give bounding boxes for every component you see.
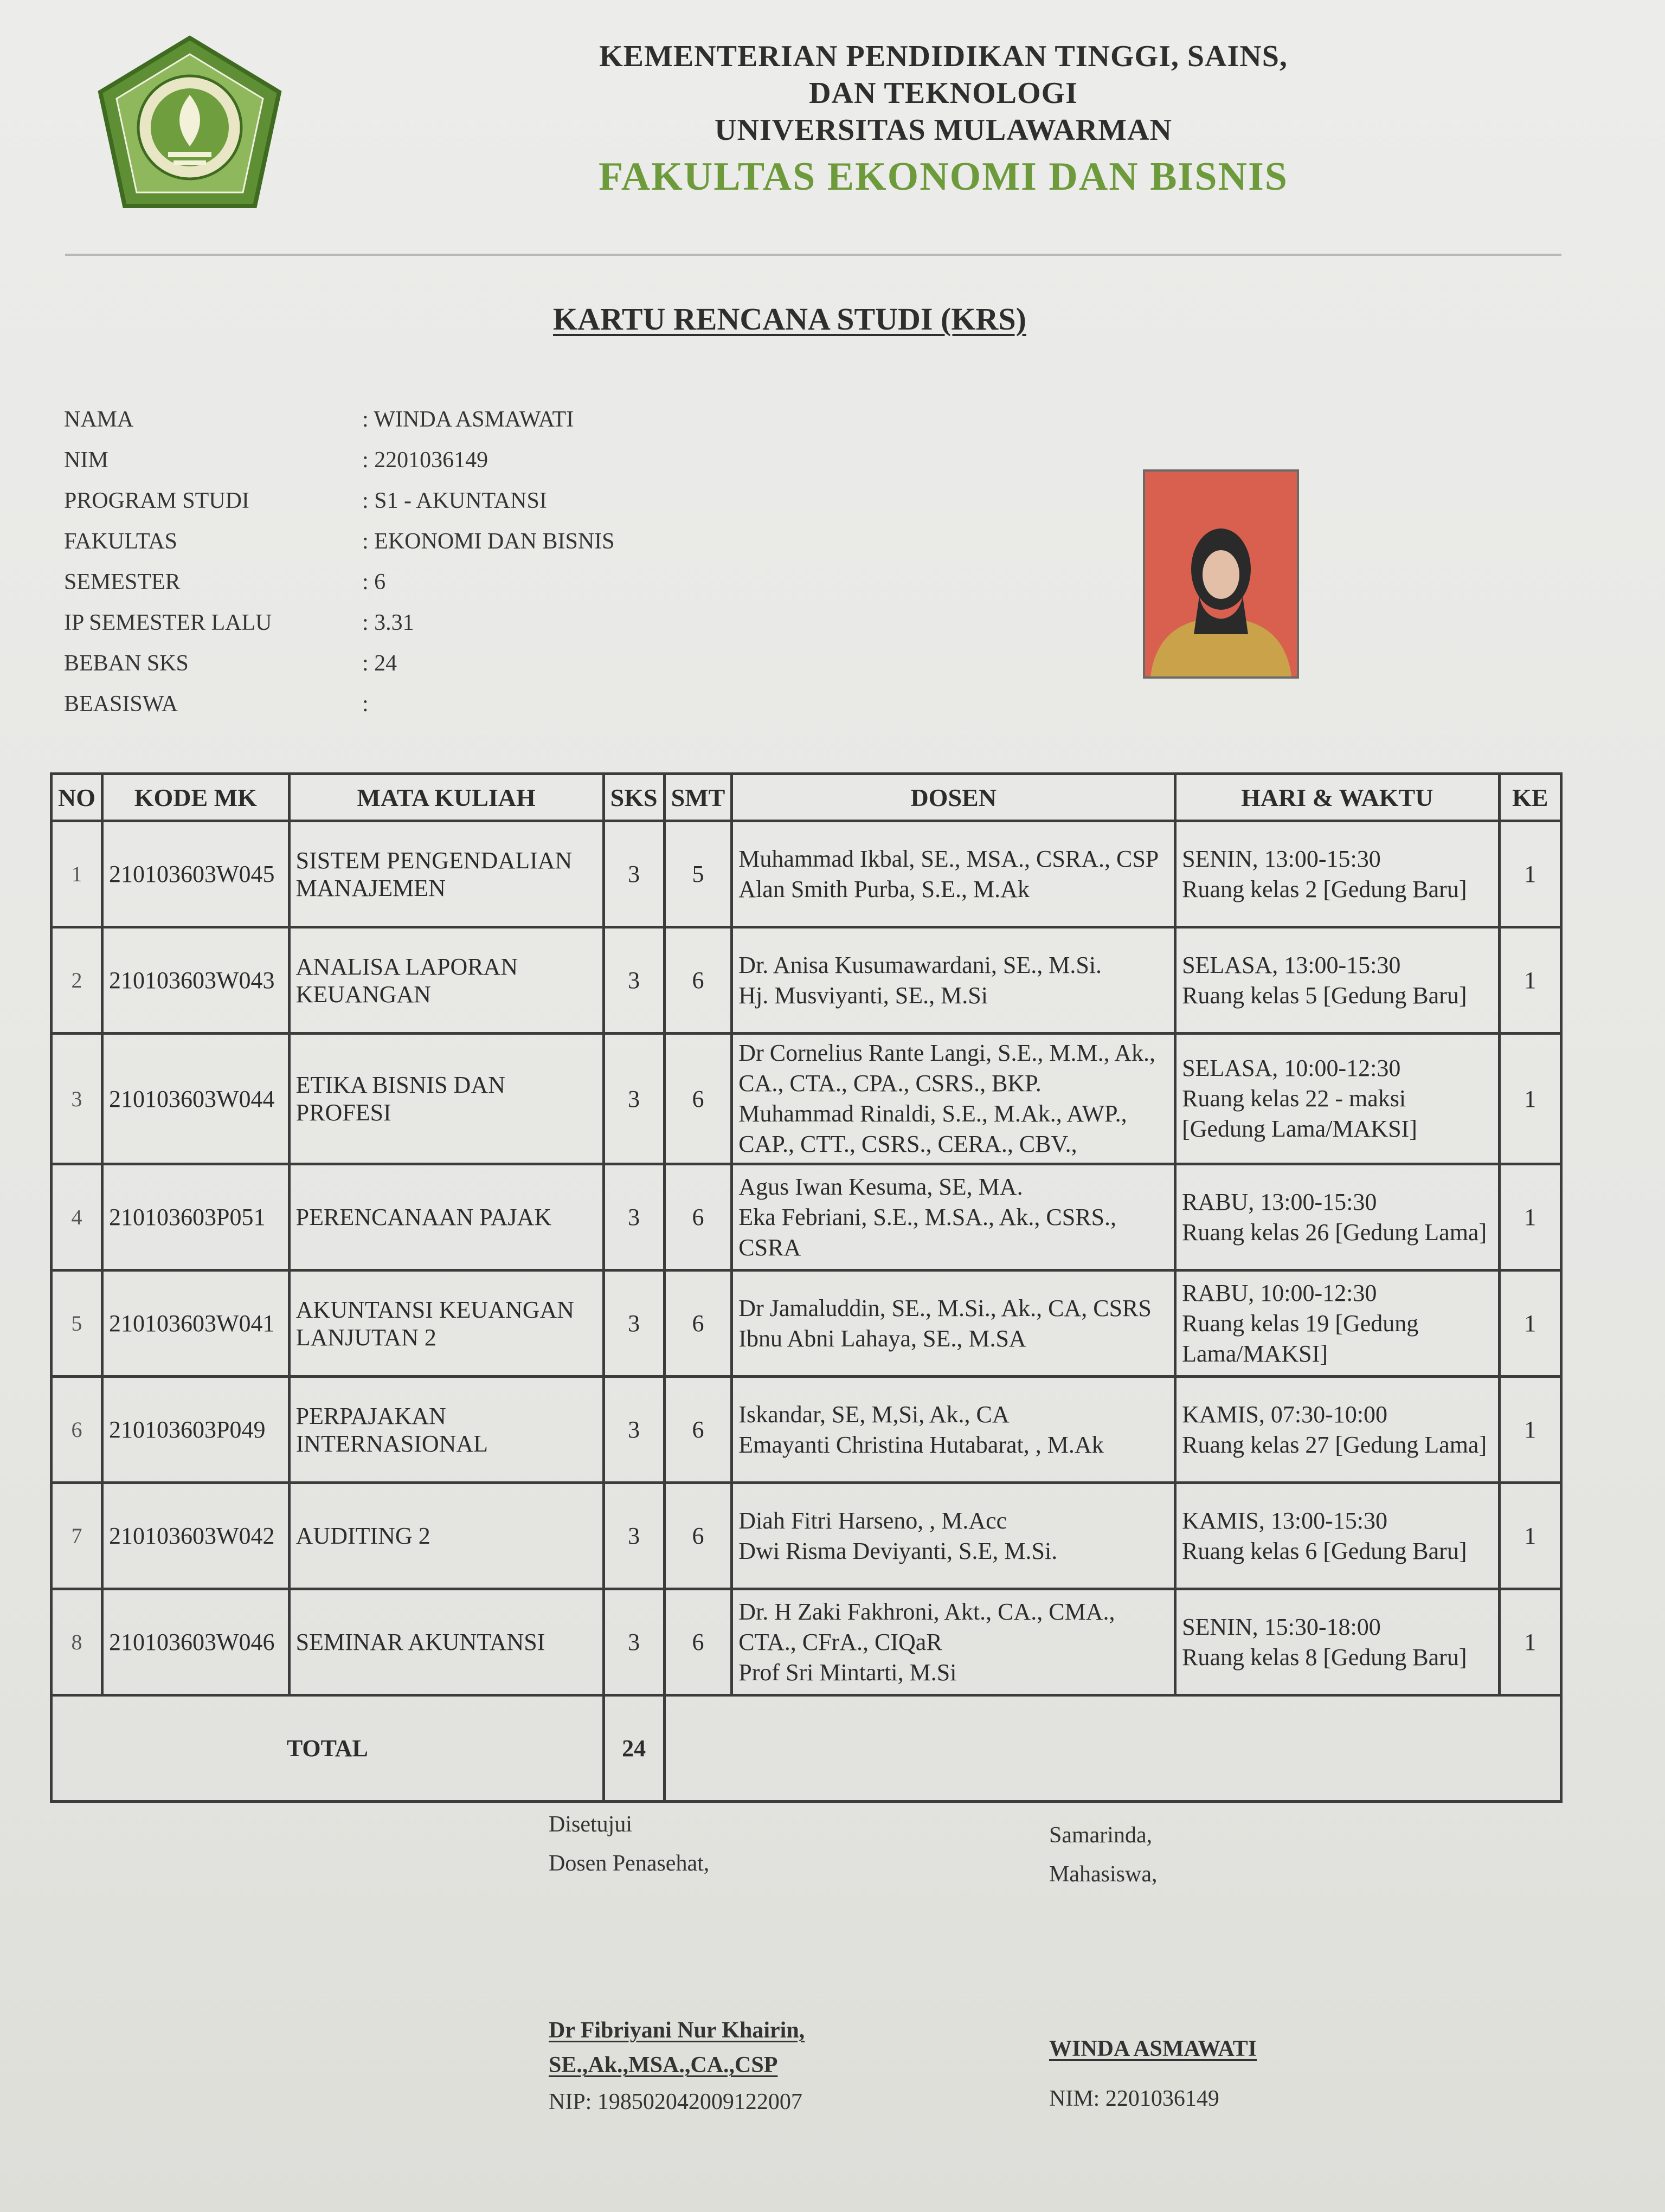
info-label: IP SEMESTER LALU [64, 610, 272, 635]
info-row [64, 528, 615, 569]
schedule-room: Ruang kelas 27 [Gedung Lama] [1182, 1431, 1487, 1458]
table-row [52, 1034, 1561, 1164]
dosen-name: Eka Febriani, S.E., M.SA., Ak., CSRS., CSRA [738, 1203, 1117, 1261]
institution-header [455, 38, 1431, 202]
table-row [52, 1271, 1561, 1377]
table-row [52, 1483, 1561, 1589]
cell-sks: 3 [603, 1271, 664, 1377]
advisor-role: Dosen Penasehat, [549, 1851, 710, 1876]
col-header-kode: KODE MK [102, 774, 290, 821]
info-value: : 24 [362, 651, 397, 676]
schedule-room: Ruang kelas 26 [Gedung Lama] [1182, 1218, 1487, 1246]
student-nim: NIM: 2201036149 [1049, 2086, 1219, 2111]
cell-hari [1175, 1034, 1499, 1164]
table-row [52, 1164, 1561, 1271]
info-label: FAKULTAS [64, 529, 178, 554]
cell-smt: 6 [664, 1034, 732, 1164]
cell-matakuliah: PERENCANAAN PAJAK [289, 1164, 603, 1271]
cell-kode: 210103603W046 [102, 1589, 290, 1695]
ministry-name-line2: DAN TEKNOLOGI [809, 76, 1078, 110]
col-header-matakuliah: MATA KULIAH [289, 774, 603, 821]
cell-no: 4 [52, 1164, 102, 1271]
info-row [64, 650, 615, 691]
table-row [52, 927, 1561, 1034]
cell-dosen [732, 927, 1175, 1034]
schedule-time: KAMIS, 07:30-10:00 [1182, 1401, 1387, 1428]
cell-dosen [732, 1034, 1175, 1164]
dosen-name: Agus Iwan Kesuma, SE, MA. [738, 1173, 1023, 1200]
cell-smt: 6 [664, 1377, 732, 1483]
advisor-name: Dr Fibriyani Nur Khairin, [549, 2018, 805, 2043]
total-empty-cell [664, 1695, 1561, 1802]
cell-ke: 1 [1499, 1034, 1561, 1164]
total-sks: 24 [603, 1695, 664, 1802]
schedule-room: Ruang kelas 19 [Gedung Lama/MAKSI] [1182, 1310, 1419, 1367]
cell-ke: 1 [1499, 1589, 1561, 1695]
cell-no: 7 [52, 1483, 102, 1589]
cell-kode: 210103603W043 [102, 927, 290, 1034]
cell-sks: 3 [603, 1034, 664, 1164]
info-label: NIM [64, 448, 108, 473]
cell-no: 3 [52, 1034, 102, 1164]
dosen-name: Iskandar, SE, M,Si, Ak., CA [738, 1401, 1010, 1428]
info-value: : S1 - AKUNTANSI [362, 488, 547, 513]
cell-sks: 3 [603, 1164, 664, 1271]
cell-ke: 1 [1499, 1271, 1561, 1377]
cell-matakuliah: SEMINAR AKUNTANSI [289, 1589, 603, 1695]
cell-matakuliah: AUDITING 2 [289, 1483, 603, 1589]
place-label: Samarinda, [1049, 1823, 1153, 1848]
cell-ke: 1 [1499, 1483, 1561, 1589]
cell-ke: 1 [1499, 927, 1561, 1034]
student-signature-block [1049, 1816, 1257, 2118]
cell-dosen [732, 1271, 1175, 1377]
cell-hari [1175, 927, 1499, 1034]
col-header-smt: SMT [664, 774, 732, 821]
student-role: Mahasiswa, [1049, 1862, 1158, 1887]
col-header-dosen: DOSEN [732, 774, 1175, 821]
advisor-nip: NIP: 198502042009122007 [549, 2090, 802, 2114]
advisor-degree: SE.,Ak.,MSA.,CA.,CSP [549, 2053, 778, 2078]
cell-dosen [732, 821, 1175, 927]
col-header-no: NO [52, 774, 102, 821]
student-info [64, 407, 615, 732]
info-row [64, 569, 615, 610]
info-row [64, 691, 615, 732]
schedule-room: Ruang kelas 6 [Gedung Baru] [1182, 1537, 1467, 1564]
dosen-name: Ibnu Abni Lahaya, SE., M.SA [738, 1325, 1026, 1352]
info-label: BEBAN SKS [64, 651, 189, 676]
dosen-name: Dr Cornelius Rante Langi, S.E., M.M., Ak., CA., CTA., CPA., CSRS., BKP. [738, 1040, 1156, 1097]
university-name: UNIVERSITAS MULAWARMAN [715, 113, 1172, 147]
cell-no: 5 [52, 1271, 102, 1377]
dosen-name: Dr Jamaluddin, SE., M.Si., Ak., CA, CSRS [738, 1294, 1152, 1321]
cell-dosen [732, 1164, 1175, 1271]
table-header-row [52, 774, 1561, 821]
cell-kode: 210103603W041 [102, 1271, 290, 1377]
info-value: : EKONOMI DAN BISNIS [362, 529, 615, 554]
faculty-name: FAKULTAS EKONOMI DAN BISNIS [599, 154, 1288, 199]
cell-matakuliah: ETIKA BISNIS DAN PROFESI [289, 1034, 603, 1164]
col-header-sks: SKS [603, 774, 664, 821]
info-value: : [362, 692, 369, 717]
cell-smt: 6 [664, 1164, 732, 1271]
schedule-time: SELASA, 13:00-15:30 [1182, 951, 1401, 978]
schedule-room: Ruang kelas 5 [Gedung Baru] [1182, 982, 1467, 1009]
info-value: : WINDA ASMAWATI [362, 407, 574, 432]
cell-smt: 6 [664, 1589, 732, 1695]
dosen-name: Dwi Risma Deviyanti, S.E, M.Si. [738, 1537, 1058, 1564]
cell-hari [1175, 1164, 1499, 1271]
cell-matakuliah: AKUNTANSI KEUANGAN LANJUTAN 2 [289, 1271, 603, 1377]
cell-no: 6 [52, 1377, 102, 1483]
cell-ke: 1 [1499, 1377, 1561, 1483]
cell-ke: 1 [1499, 821, 1561, 927]
dosen-name: Diah Fitri Harseno, , M.Acc [738, 1507, 1007, 1534]
cell-dosen [732, 1589, 1175, 1695]
cell-sks: 3 [603, 1377, 664, 1483]
cell-hari [1175, 821, 1499, 927]
total-label: TOTAL [52, 1695, 604, 1802]
cell-hari [1175, 1377, 1499, 1483]
university-seal-icon [92, 33, 287, 217]
cell-kode: 210103603W044 [102, 1034, 290, 1164]
cell-kode: 210103603P049 [102, 1377, 290, 1483]
dosen-name: Muhammad Rinaldi, S.E., M.Ak., AWP., CAP., CTT., CSRS., CERA., CBV., [738, 1100, 1127, 1157]
info-row [64, 447, 615, 488]
student-name: WINDA ASMAWATI [1049, 2036, 1257, 2061]
student-photo-icon [1143, 469, 1299, 679]
ministry-name-line1: KEMENTERIAN PENDIDIKAN TINGGI, SAINS, [599, 40, 1288, 73]
approval-label: Disetujui [549, 1812, 632, 1837]
document-title: KARTU RENCANA STUDI (KRS) [553, 301, 1026, 337]
cell-kode: 210103603P051 [102, 1164, 290, 1271]
info-value: : 6 [362, 570, 386, 595]
info-label: BEASISWA [64, 692, 178, 717]
cell-no: 8 [52, 1589, 102, 1695]
dosen-name: Dr. H Zaki Fakhroni, Akt., CA., CMA., CTA., CFrA., CIQaR [738, 1598, 1115, 1655]
schedule-time: RABU, 13:00-15:30 [1182, 1188, 1377, 1215]
schedule-time: SELASA, 10:00-12:30 [1182, 1055, 1401, 1081]
cell-dosen [732, 1377, 1175, 1483]
info-row [64, 407, 615, 447]
dosen-name: Prof Sri Mintarti, M.Si [738, 1659, 957, 1686]
info-value: : 3.31 [362, 610, 414, 635]
schedule-time: SENIN, 13:00-15:30 [1182, 845, 1381, 872]
schedule-time: KAMIS, 13:00-15:30 [1182, 1507, 1387, 1534]
cell-kode: 210103603W045 [102, 821, 290, 927]
cell-ke: 1 [1499, 1164, 1561, 1271]
total-row [52, 1695, 1561, 1802]
col-header-hari: HARI & WAKTU [1175, 774, 1499, 821]
schedule-room: Ruang kelas 2 [Gedung Baru] [1182, 875, 1467, 902]
dosen-name: Hj. Musviyanti, SE., M.Si [738, 982, 988, 1009]
cell-hari [1175, 1483, 1499, 1589]
table-row [52, 821, 1561, 927]
cell-kode: 210103603W042 [102, 1483, 290, 1589]
table-row [52, 1377, 1561, 1483]
info-row [64, 488, 615, 528]
cell-smt: 6 [664, 1271, 732, 1377]
info-value: : 2201036149 [362, 448, 488, 473]
advisor-signature-block [549, 1805, 805, 2121]
schedule-time: SENIN, 15:30-18:00 [1182, 1613, 1381, 1640]
schedule-time: RABU, 10:00-12:30 [1182, 1279, 1377, 1306]
info-label: SEMESTER [64, 570, 181, 595]
cell-matakuliah: PERPAJAKAN INTERNASIONAL [289, 1377, 603, 1483]
cell-dosen [732, 1483, 1175, 1589]
schedule-room: Ruang kelas 8 [Gedung Baru] [1182, 1643, 1467, 1671]
schedule-room: Ruang kelas 22 - maksi [Gedung Lama/MAKSI] [1182, 1085, 1417, 1142]
dosen-name: Alan Smith Purba, S.E., M.Ak [738, 875, 1030, 902]
cell-sks: 3 [603, 1589, 664, 1695]
table-row [52, 1589, 1561, 1695]
cell-sks: 3 [603, 821, 664, 927]
dosen-name: Muhammad Ikbal, SE., MSA., CSRA., CSP [738, 845, 1159, 872]
cell-smt: 5 [664, 821, 732, 927]
cell-matakuliah: ANALISA LAPORAN KEUANGAN [289, 927, 603, 1034]
cell-hari [1175, 1589, 1499, 1695]
course-table [50, 772, 1563, 1803]
cell-sks: 3 [603, 1483, 664, 1589]
cell-hari [1175, 1271, 1499, 1377]
cell-smt: 6 [664, 927, 732, 1034]
cell-no: 1 [52, 821, 102, 927]
info-label: NAMA [64, 407, 134, 432]
col-header-ke: KE [1499, 774, 1561, 821]
info-row [64, 610, 615, 650]
course-table-wrapper [50, 772, 1563, 1803]
header-divider [65, 254, 1561, 256]
cell-sks: 3 [603, 927, 664, 1034]
cell-no: 2 [52, 927, 102, 1034]
dosen-name: Dr. Anisa Kusumawardani, SE., M.Si. [738, 951, 1102, 978]
cell-smt: 6 [664, 1483, 732, 1589]
dosen-name: Emayanti Christina Hutabarat, , M.Ak [738, 1431, 1104, 1458]
cell-matakuliah: SISTEM PENGENDALIAN MANAJEMEN [289, 821, 603, 927]
info-label: PROGRAM STUDI [64, 488, 249, 513]
